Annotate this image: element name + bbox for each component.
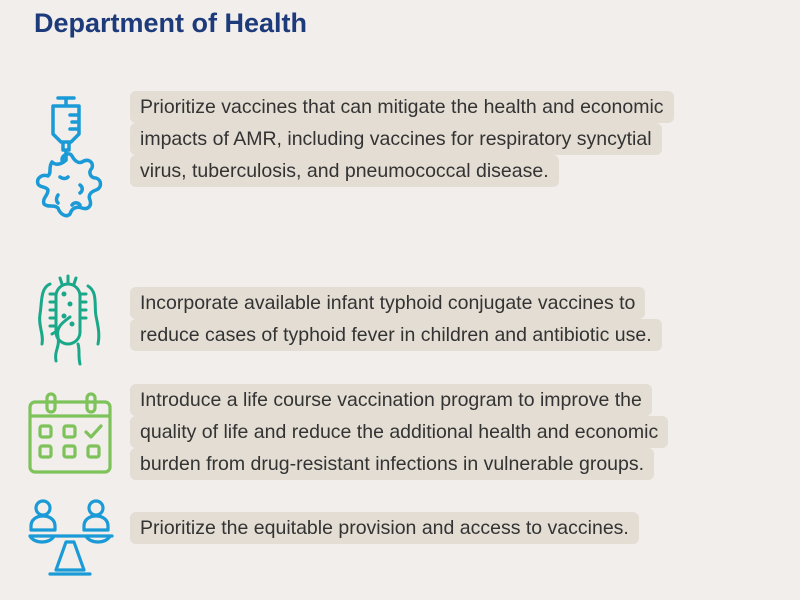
recommendation-3 (130, 384, 668, 480)
recommendation-line: impacts of AMR, including vaccines for respiratory syncytial (130, 123, 662, 155)
page-title: Department of Health (34, 8, 308, 38)
recommendation-line: reduce cases of typhoid fever in children and antibiotic use. (130, 319, 662, 351)
recommendation-line: Prioritize vaccines that can mitigate the health and economic (130, 91, 674, 123)
recommendation-2 (130, 287, 662, 351)
recommendation-line: Incorporate available infant typhoid conjugate vaccines to (130, 287, 645, 319)
recommendation-line: Introduce a life course vaccination program to improve the (130, 384, 652, 416)
recommendation-1 (130, 91, 674, 187)
bacteria-icon (30, 272, 105, 367)
recommendation-line: Prioritize the equitable provision and access to vaccines. (130, 512, 639, 544)
calendar-check-icon (28, 390, 114, 476)
syringe-virus-icon (28, 95, 110, 245)
people-scale-icon (28, 498, 114, 578)
recommendation-4 (130, 512, 639, 544)
recommendation-line: quality of life and reduce the additional health and economic (130, 416, 668, 448)
recommendation-line: burden from drug-resistant infections in vulnerable groups. (130, 448, 654, 480)
recommendation-line: virus, tuberculosis, and pneumococcal disease. (130, 155, 559, 187)
